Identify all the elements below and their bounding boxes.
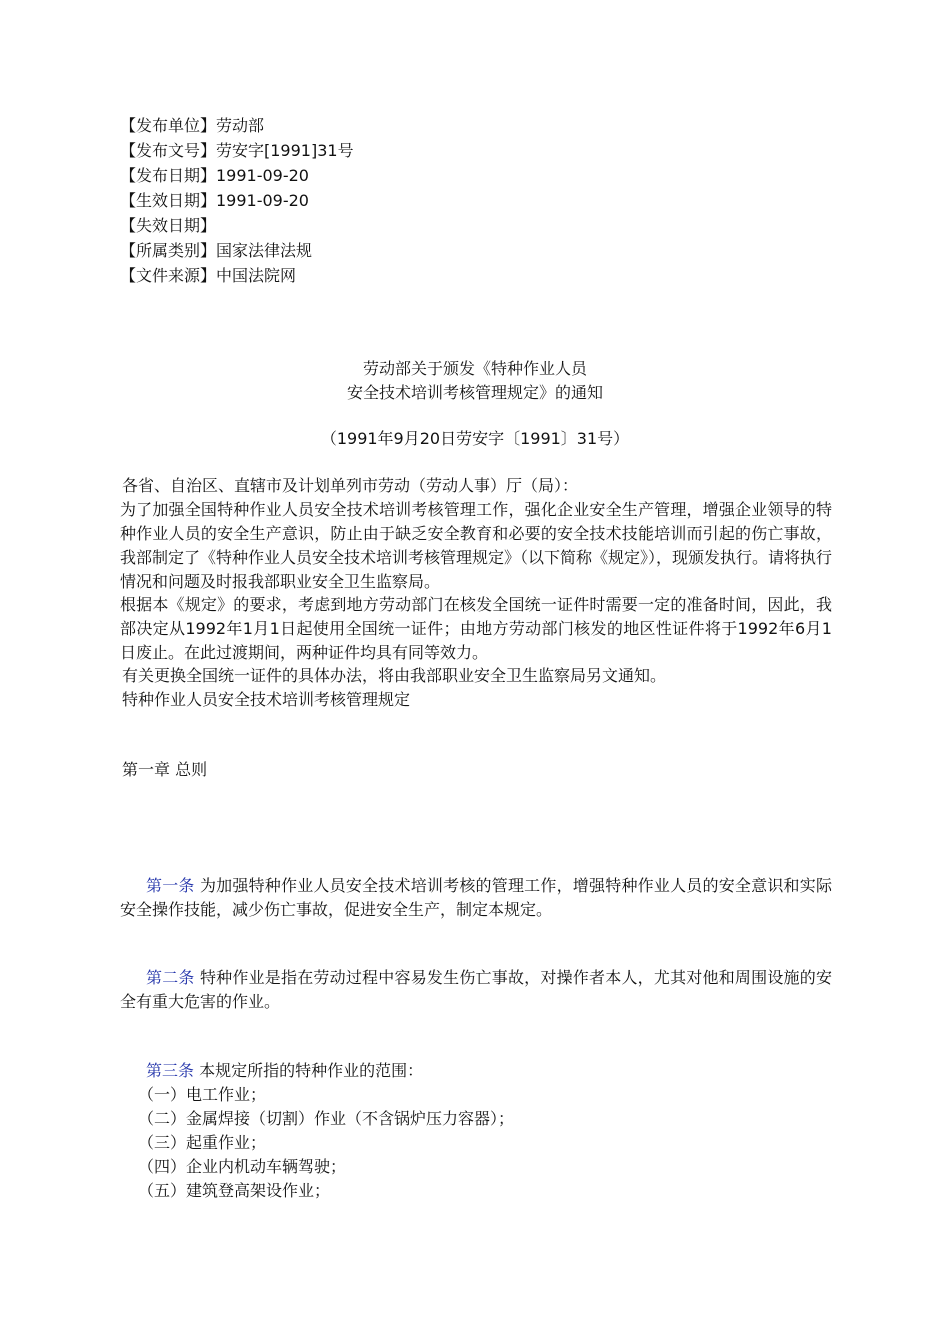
notice-paragraph-1: 为了加强全国特种作业人员安全技术培训考核管理工作，强化企业安全生产管理，增强企业领导的特种作业人员的安全生产意识，防止由于缺乏安全教育和必要的安全技术技能培训而引起的伤亡事故，我部制定了《特种作业人员安全技术培训考核管理规定》（以下简称《规定》），现颁发执行。请将执行情况和问题及时报我部职业安全卫生监察局。: [120, 500, 833, 591]
scope-item-5: （五）建筑登高架设作业；: [138, 1181, 331, 1200]
article-3-text: 本规定所指的特种作业的范围：: [194, 1061, 424, 1080]
article-2-label[interactable]: 第二条: [146, 968, 195, 987]
meta-category: 【所属类别】国家法律法规: [120, 241, 313, 260]
meta-source: 【文件来源】中国法院网: [120, 266, 297, 285]
meta-issue-date: 【发布日期】1991-09-20: [120, 166, 309, 185]
article-1-text: 为加强特种作业人员安全技术培训考核的管理工作，增强特种作业人员的安全意识和实际安全操作技能，减少伤亡事故，促进安全生产，制定本规定。: [120, 876, 832, 919]
article-3-label[interactable]: 第三条: [146, 1061, 195, 1080]
regulation-title: 特种作业人员安全技术培训考核管理规定: [122, 690, 411, 709]
salutation: 各省、自治区、直辖市及计划单列市劳动（劳动人事）厅（局）：: [122, 476, 579, 495]
chapter-heading: 第一章 总则: [122, 760, 208, 779]
document-title-line2: 安全技术培训考核管理规定》的通知: [346, 383, 603, 402]
article-2-text: 特种作业是指在劳动过程中容易发生伤亡事故，对操作者本人，尤其对他和周围设施的安全有重大危害的作业。: [120, 968, 832, 1011]
meta-expiry-date: 【失效日期】: [120, 216, 217, 235]
scope-item-1: （一）电工作业；: [138, 1085, 267, 1104]
document-title-line1: 劳动部关于颁发《特种作业人员: [362, 359, 587, 378]
scope-item-4: （四）企业内机动车辆驾驶；: [138, 1157, 347, 1176]
article-2: [120, 966, 832, 1014]
meta-doc-number: 【发布文号】劳安字[1991]31号: [120, 141, 354, 160]
notice-paragraph-3: 有关更换全国统一证件的具体办法，将由我部职业安全卫生监察局另文通知。: [122, 666, 667, 685]
meta-effective-date: 【生效日期】1991-09-20: [120, 191, 309, 210]
article-1: [120, 874, 832, 922]
article-1-label[interactable]: 第一条: [146, 876, 195, 895]
document-date-line: （1991年9月20日劳安字〔1991〕31号）: [320, 429, 630, 448]
scope-item-2: （二）金属焊接（切割）作业（不含锅炉压力容器）；: [138, 1109, 515, 1128]
scope-item-3: （三）起重作业；: [138, 1133, 267, 1152]
meta-issuer: 【发布单位】劳动部: [120, 116, 265, 135]
article-3: [146, 1059, 423, 1083]
notice-paragraph-2: 根据本《规定》的要求，考虑到地方劳动部门在核发全国统一证件时需要一定的准备时间，因此，我部决定从1992年1月1日起使用全国统一证件；由地方劳动部门核发的地区性证件将于1992年6月1日废止。在此过渡期间，两种证件均具有同等效力。: [120, 595, 832, 662]
